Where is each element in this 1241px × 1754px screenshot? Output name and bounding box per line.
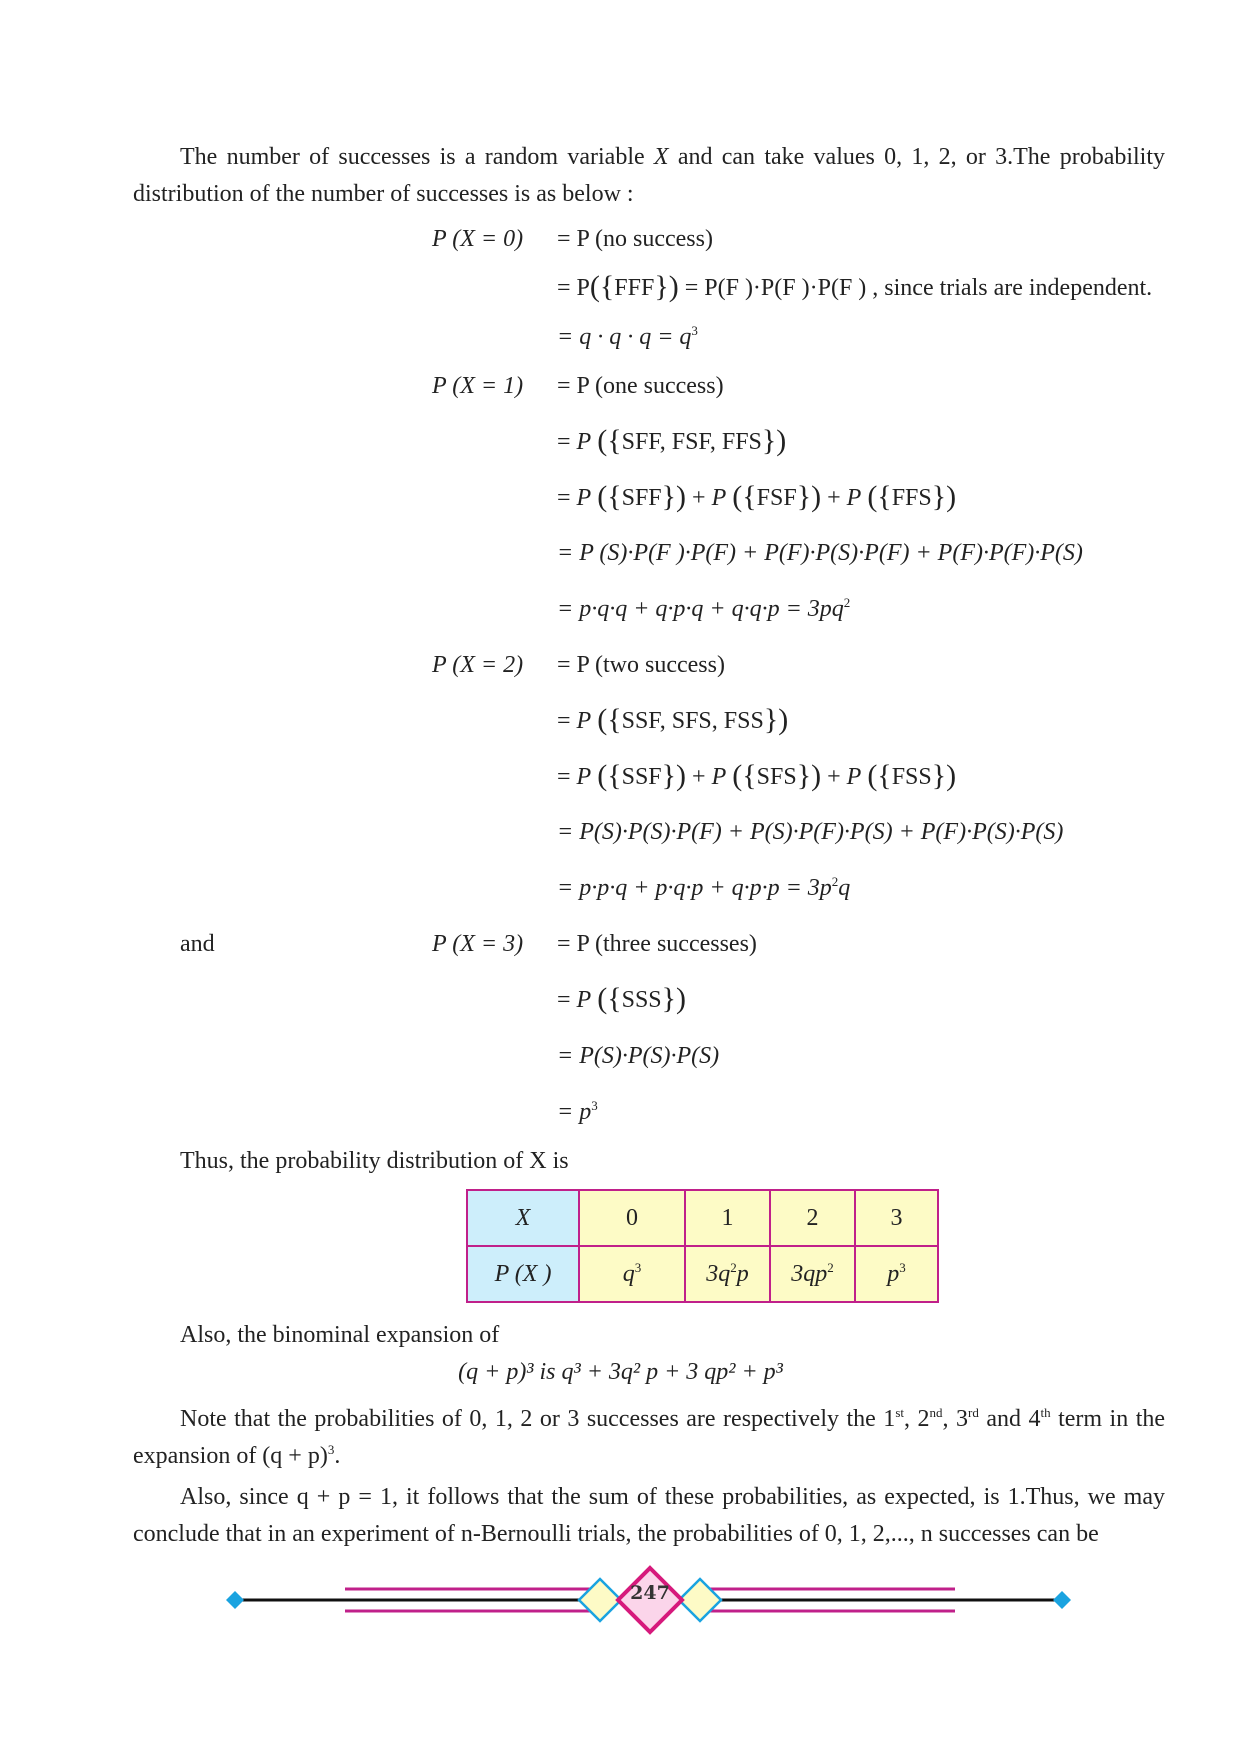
x2-line-2: = P ({SSF, SFS, FSS}) bbox=[557, 703, 789, 736]
x1-line-2: = P ({SFF, FSF, FFS}) bbox=[557, 424, 787, 457]
x0-line-1: = P (no success) bbox=[557, 226, 713, 252]
x2-line-1: = P (two success) bbox=[557, 652, 725, 678]
table-row bbox=[467, 1246, 938, 1302]
lhs-x3: P (X = 3) bbox=[432, 931, 524, 957]
table-cell: $q^3$ bbox=[579, 1246, 685, 1302]
expansion-formula: (q + p)³ is q³ + 3q² p + 3 qp² + p³ bbox=[458, 1359, 783, 1385]
table-cell: $p^3$ bbox=[855, 1246, 938, 1302]
table-cell-header: P (X ) bbox=[467, 1246, 579, 1302]
diamond-icon bbox=[1053, 1591, 1071, 1609]
diamond-icon bbox=[226, 1591, 244, 1609]
table-cell: $3qp^2$ bbox=[770, 1246, 855, 1302]
x3-line-2: = P ({SSS}) bbox=[557, 982, 687, 1015]
x1-line-1: = P (one success) bbox=[557, 373, 724, 399]
x3-line-3: = P(S)·P(S)·P(S) bbox=[557, 1043, 720, 1069]
x1-line-4: = P (S)·P(F )·P(F) + P(F)·P(S)·P(F) + P(F)·P(F)·P(S) bbox=[557, 540, 1083, 566]
x3-line-1: = P (three successes) bbox=[557, 931, 757, 957]
lhs-x0: P (X = 0) bbox=[432, 226, 524, 252]
x0-line-2: = P({FFF}) = P(F )·P(F )·P(F ) , since trials are independent. bbox=[557, 270, 1153, 303]
table-cell-header: X bbox=[467, 1190, 579, 1246]
table-cell: 1 bbox=[685, 1190, 770, 1246]
x3-line-4: = $p^3$ bbox=[557, 1098, 598, 1125]
intro-paragraph: The number of successes is a random variable X and can take values 0, 1, 2, or 3.The probability distribution of the number of successes is as below : bbox=[133, 144, 1166, 207]
distribution-table bbox=[466, 1189, 939, 1303]
table-cell: 0 bbox=[579, 1190, 685, 1246]
and-word: and bbox=[180, 931, 215, 957]
diamond-icon bbox=[579, 1579, 621, 1621]
table-row bbox=[467, 1190, 938, 1246]
diamond-icon bbox=[679, 1579, 721, 1621]
x2-line-4: = P(S)·P(S)·P(F) + P(S)·P(F)·P(S) + P(F)·P(S)·P(S) bbox=[557, 819, 1064, 845]
x2-line-5: = $p\cdot p\cdot q + p\cdot q\cdot p + q\cdot p\cdot p = 3p^2q$ bbox=[557, 874, 851, 901]
note-paragraph: Note that the probabilities of 0, 1, 2 or 3 successes are respectively the 1st, 2nd, 3rd and 4th term in the expansion of $(q + p)^3$. bbox=[133, 1405, 1166, 1469]
lhs-x2: P (X = 2) bbox=[432, 652, 524, 678]
x0-line-3: = $q \cdot q \cdot q = q^3$ bbox=[557, 323, 698, 350]
expansion-intro: Also, the binominal expansion of bbox=[180, 1322, 500, 1348]
thus-line: Thus, the probability distribution of X is bbox=[180, 1148, 569, 1174]
page-number: 247 bbox=[630, 1582, 670, 1604]
table-cell: 2 bbox=[770, 1190, 855, 1246]
x1-line-5: = $p\cdot q\cdot q + q\cdot p\cdot q + q\cdot q\cdot p = 3pq^2$ bbox=[557, 595, 851, 622]
table-cell: $3q^2p$ bbox=[685, 1246, 770, 1302]
x1-line-3: = P ({SFF}) + P ({FSF}) + P ({FFS}) bbox=[557, 480, 957, 513]
table-cell: 3 bbox=[855, 1190, 938, 1246]
lhs-x1: P (X = 1) bbox=[432, 373, 524, 399]
x2-line-3: = P ({SSF}) + P ({SFS}) + P ({FSS}) bbox=[557, 759, 957, 792]
conclusion-paragraph: Also, since q + p = 1, it follows that the sum of these probabilities, as expected, is 1.Thus, we may conclude that in an experiment of n-Bernoulli trials, the probabilities of 0, 1, 2,..., n successes can be bbox=[133, 1484, 1165, 1547]
